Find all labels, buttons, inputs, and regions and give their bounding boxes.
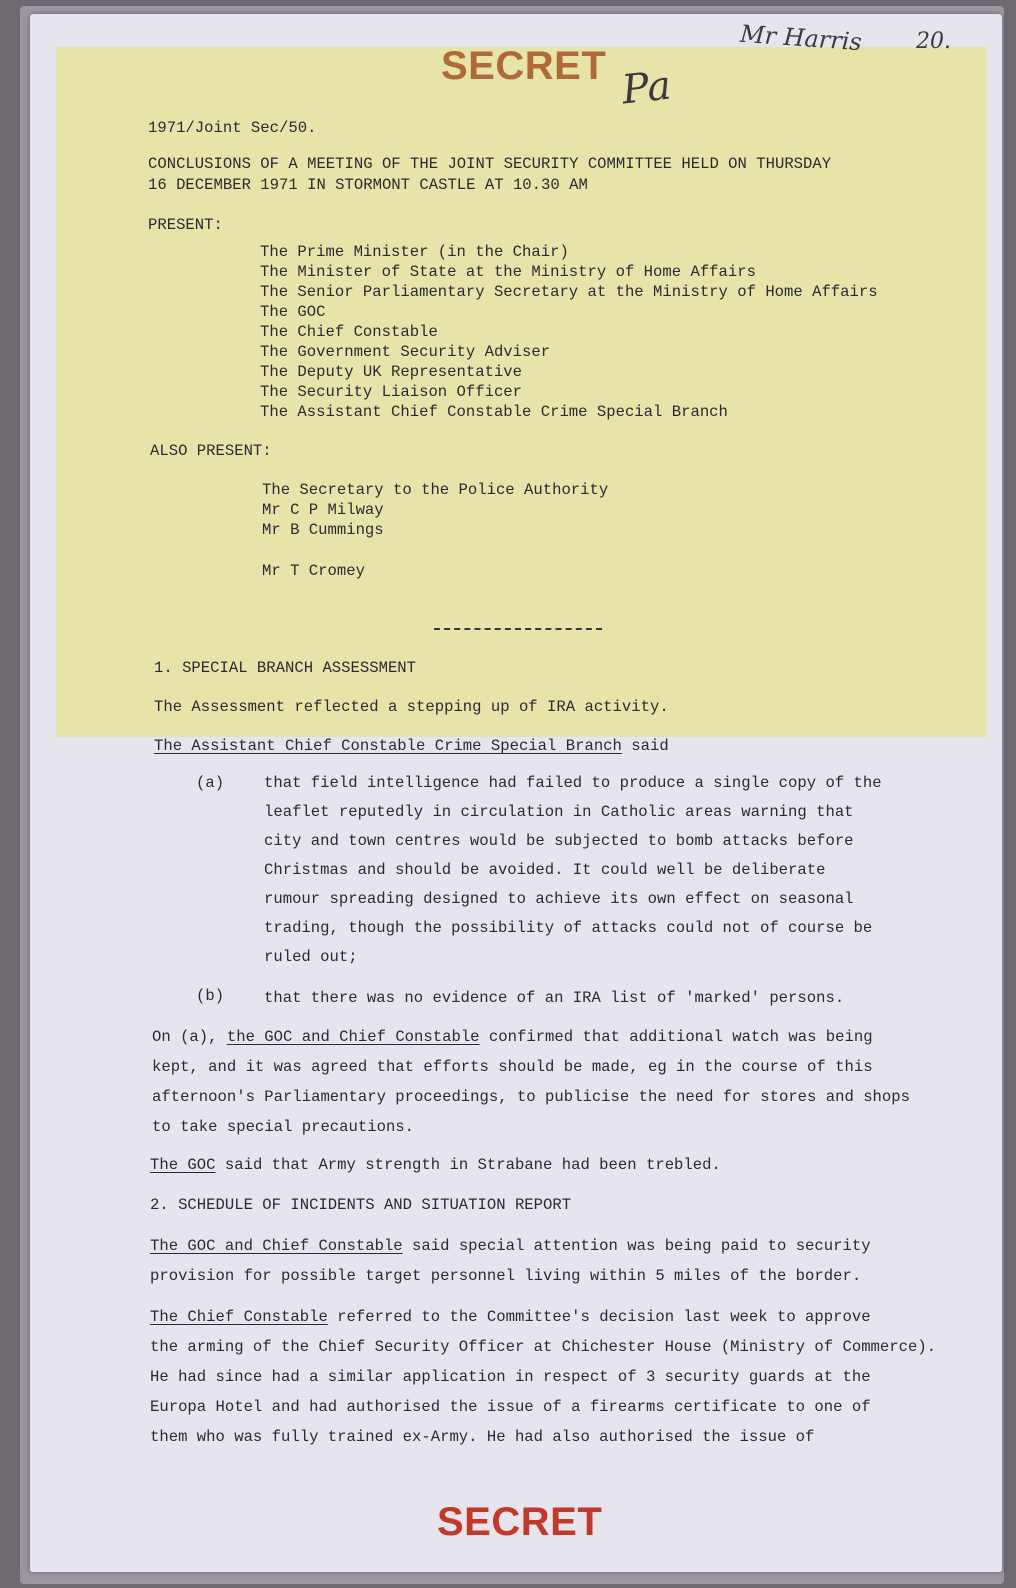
handwritten-name: Mr Harris	[739, 19, 863, 57]
on-a-line: to take special precautions.	[152, 1118, 415, 1136]
section-2-p2-line-1-rest: referred to the Committee's decision last week to approve	[327, 1308, 871, 1326]
section-2-paragraph-2	[150, 1302, 936, 1452]
section-2-p2-line: them who was fully trained ex-Army. He had also authorised the issue of	[150, 1428, 815, 1446]
on-a-line: afternoon's Parliamentary proceedings, to publicise the need for stores and shops	[152, 1088, 910, 1106]
speaker-goc-and-chief-constable-2: The GOC and Chief Constable	[150, 1237, 403, 1255]
section-2-p1-line-1	[150, 1231, 871, 1261]
also-present-item: The Secretary to the Police Authority	[262, 481, 609, 499]
item-a-line: rumour spreading designed to achieve its own effect on seasonal	[264, 890, 854, 908]
meeting-heading-line-1: CONCLUSIONS OF A MEETING OF THE JOINT SECURITY COMMITTEE HELD ON THURSDAY	[148, 155, 832, 173]
item-a-text	[264, 769, 882, 972]
present-item: The Deputy UK Representative	[260, 363, 523, 381]
also-present-label: ALSO PRESENT:	[150, 442, 272, 460]
item-a-line: Christmas and should be avoided. It could well be deliberate	[264, 861, 826, 879]
item-a-line: that field intelligence had failed to produce a single copy of the	[264, 774, 882, 792]
said-text: said	[621, 737, 669, 755]
meeting-heading-line-2: 16 DECEMBER 1971 IN STORMONT CASTLE AT 10.30 AM	[148, 176, 588, 194]
secret-stamp-bottom: SECRET	[437, 1500, 603, 1544]
secret-stamp-top: SECRET	[441, 44, 607, 88]
section-1-title: 1. SPECIAL BRANCH ASSESSMENT	[154, 659, 417, 677]
present-item: The GOC	[260, 303, 326, 321]
present-item: The Assistant Chief Constable Crime Special Branch	[260, 403, 728, 421]
on-a-line-1-rest: confirmed that additional watch was being	[479, 1028, 873, 1046]
item-a-label: (a)	[196, 774, 225, 792]
section-2-p2-line: He had since had a similar application in respect of 3 security guards at the	[150, 1368, 871, 1386]
item-a-line: trading, though the possibility of attacks could not of course be	[264, 919, 873, 937]
goc-strabane-line	[150, 1155, 721, 1175]
reference-number: 1971/Joint Sec/50.	[148, 119, 317, 137]
section-2-p1-line-1-rest: said special attention was being paid to security	[402, 1237, 871, 1255]
also-present-item: Mr C P Milway	[262, 501, 384, 519]
on-a-paragraph	[152, 1022, 910, 1142]
item-b-label: (b)	[196, 987, 225, 1005]
section-2-title: 2. SCHEDULE OF INCIDENTS AND SITUATION REPORT	[150, 1196, 572, 1214]
section-1-intro: The Assessment reflected a stepping up of IRA activity.	[154, 698, 669, 716]
speaker-goc-and-chief-constable: the GOC and Chief Constable	[226, 1028, 480, 1046]
present-list	[260, 242, 878, 422]
present-item: The Minister of State at the Ministry of Home Affairs	[260, 263, 756, 281]
handwritten-initials: Pa	[619, 62, 674, 114]
item-b-text: that there was no evidence of an IRA list of 'marked' persons.	[264, 989, 845, 1007]
present-label: PRESENT:	[148, 216, 223, 234]
speaker-chief-constable: The Chief Constable	[150, 1308, 328, 1326]
on-a-prefix: On (a),	[152, 1028, 227, 1046]
also-present-extra: Mr T Cromey	[262, 562, 365, 580]
item-a-line: city and town centres would be subjected to bomb attacks before	[264, 832, 854, 850]
section-2-p1-line-2: provision for possible target personnel living within 5 miles of the border.	[150, 1267, 862, 1285]
present-item: The Government Security Adviser	[260, 343, 551, 361]
item-a-line: leaflet reputedly in circulation in Catholic areas warning that	[264, 803, 854, 821]
also-present-list	[262, 480, 608, 540]
handwritten-number: 20.	[916, 29, 951, 54]
on-a-line-1	[152, 1022, 910, 1052]
present-item: The Senior Parliamentary Secretary at the Ministry of Home Affairs	[260, 283, 878, 301]
speaker-goc: The GOC	[150, 1156, 216, 1174]
goc-strabane-text: said that Army strength in Strabane had been trebled.	[215, 1156, 721, 1174]
present-item: The Chief Constable	[260, 323, 438, 341]
item-a-line: ruled out;	[264, 948, 358, 966]
section-2-p2-line: Europa Hotel and had authorised the issue of a firearms certificate to one of	[150, 1398, 871, 1416]
present-item: The Security Liaison Officer	[260, 383, 523, 401]
on-a-line: kept, and it was agreed that efforts should be made, eg in the course of this	[152, 1058, 873, 1076]
also-present-item: Mr B Cummings	[262, 521, 384, 539]
section-2-p2-line: the arming of the Chief Security Officer at Chichester House (Ministry of Commerce).	[150, 1338, 937, 1356]
section-divider	[434, 628, 602, 630]
section-2-paragraph-1	[150, 1231, 871, 1291]
present-item: The Prime Minister (in the Chair)	[260, 243, 569, 261]
section-1-speaker-line	[154, 736, 669, 756]
speaker-acc-special-branch: The Assistant Chief Constable Crime Special Branch	[154, 737, 622, 755]
section-2-p2-line-1	[150, 1302, 936, 1332]
